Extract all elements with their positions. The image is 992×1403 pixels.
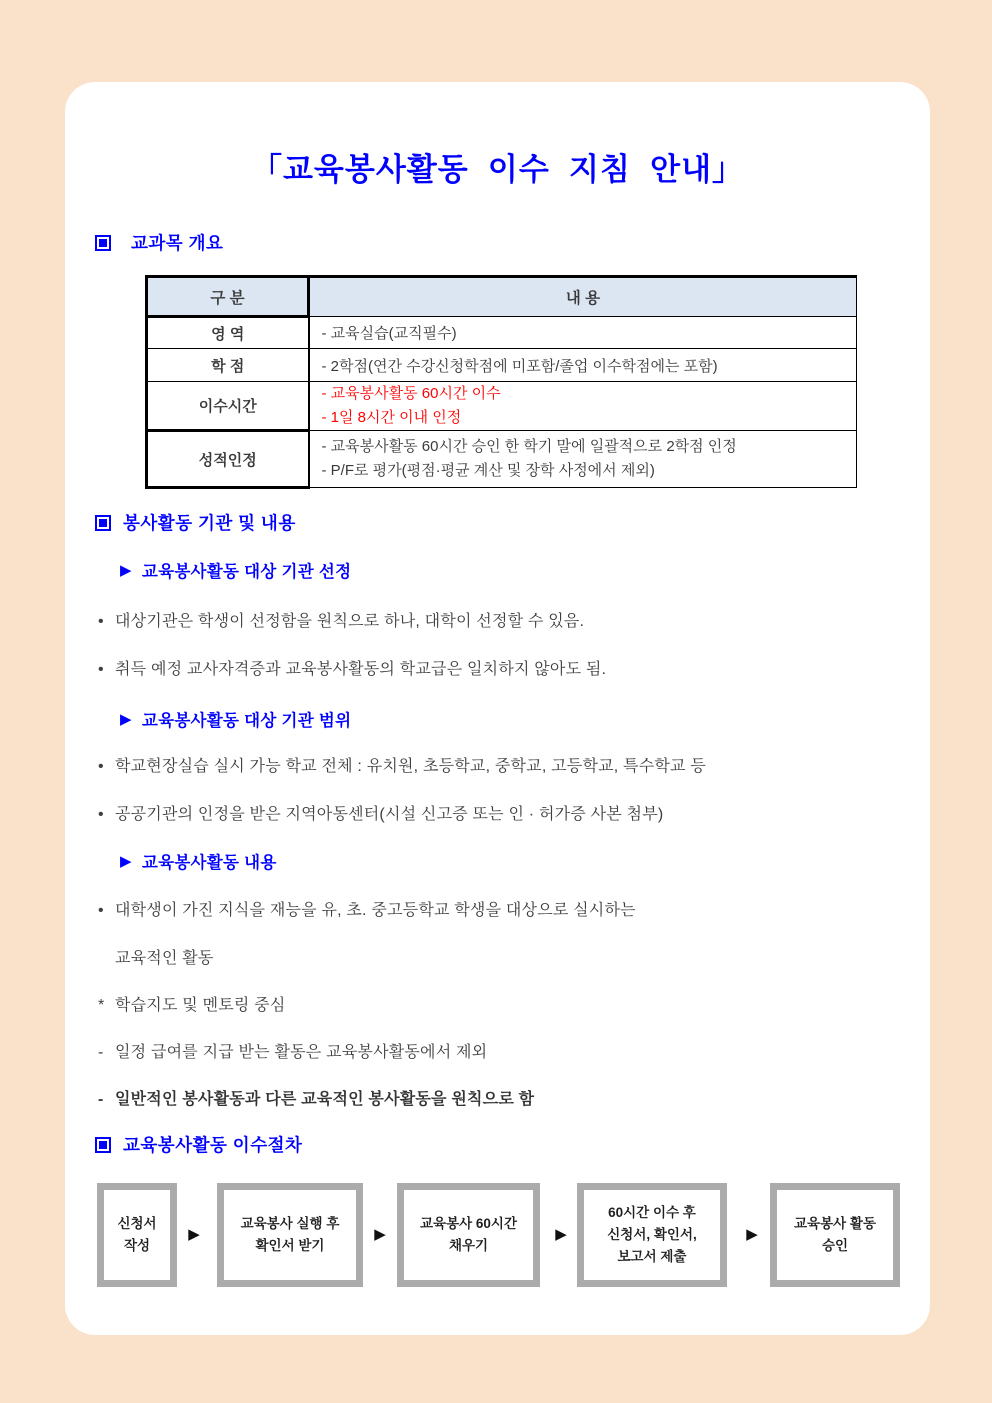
section-heading-overview	[95, 230, 223, 255]
row-value	[309, 382, 857, 431]
flow-step-line: 작성	[123, 1238, 151, 1253]
course-overview-table	[145, 275, 857, 489]
row-label: 영 역	[147, 317, 309, 349]
row-value: - 교육실습(교직필수)	[309, 317, 857, 349]
note-text: 학습지도 및 멘토링 중심	[115, 997, 286, 1014]
bullet-text: 학교현장실습 실시 가능 학교 전체 : 유치원, 초등학교, 중학교, 고등학교, 특수학교 등	[115, 758, 706, 775]
row-value-line: - 교육봉사활동 60시간 승인 한 학기 말에 일괄적으로 2학점 인정	[321, 438, 737, 455]
subheading-institution-scope	[120, 707, 351, 731]
note-item-emphasized	[98, 1086, 534, 1109]
bullet-item	[98, 897, 636, 920]
bullet-text: 대학생이 가진 지식을 재능을 유, 초. 중고등학교 학생을 대상으로 실시하는	[115, 902, 636, 919]
row-label: 학 점	[147, 349, 309, 382]
flow-step-line: 교육봉사 활동	[794, 1215, 876, 1231]
flow-step-application	[97, 1183, 177, 1287]
flow-arrow-icon: ▶	[374, 1226, 386, 1243]
bullet-item	[98, 656, 606, 679]
row-value: - 2학점(연간 수강신청학점에 미포함/졸업 이수학점에는 포함)	[309, 349, 857, 382]
subheading-activity-content	[120, 849, 277, 873]
flow-step-hours	[397, 1183, 540, 1287]
flow-step-line: 교육봉사 60시간	[419, 1215, 517, 1231]
section-heading-label: 교육봉사활동 이수절차	[123, 1135, 303, 1155]
note-text: 일정 급여를 지급 받는 활동은 교육봉사활동에서 제외	[115, 1044, 488, 1061]
flow-step-line: 채우기	[448, 1238, 489, 1253]
note-marker: -	[98, 1091, 104, 1108]
bullet-text: 공공기관의 인정을 받은 지역아동센터(시설 신고증 또는 인 · 허가증 사본 첨부)	[115, 806, 664, 823]
note-item	[98, 1039, 487, 1062]
table-row	[147, 349, 857, 382]
bullet-marker: •	[98, 806, 104, 823]
procedure-flowchart	[65, 1183, 930, 1287]
row-value-line: - 교육봉사활동 60시간 이수	[321, 385, 501, 402]
subheading-label: 교육봉사활동 대상 기관 선정	[141, 563, 352, 581]
flow-step-line: 신청서	[117, 1215, 157, 1231]
bullet-marker: •	[98, 613, 104, 630]
bullet-text: 교육적인 활동	[115, 950, 214, 967]
flow-step-line: 보고서 제출	[617, 1249, 687, 1265]
subheading-label: 교육봉사활동 내용	[141, 854, 277, 872]
flow-step-line: 교육봉사 실행 후	[240, 1215, 340, 1231]
row-label: 성적인정	[147, 431, 309, 488]
bullet-text: 대상기관은 학생이 선정함을 원칙으로 하나, 대학이 선정할 수 있음.	[115, 613, 585, 630]
row-value	[309, 431, 857, 488]
subheading-label: 교육봉사활동 대상 기관 범위	[141, 712, 352, 730]
flow-step-line: 60시간 이수 후	[608, 1204, 696, 1220]
flow-step-line: 신청서, 확인서,	[607, 1226, 697, 1242]
row-label: 이수시간	[147, 382, 309, 431]
section-heading-procedure	[95, 1132, 302, 1157]
flow-arrow-icon: ▶	[746, 1226, 758, 1243]
table-header-row	[147, 277, 857, 317]
table-row	[147, 317, 857, 349]
bullet-marker: •	[98, 758, 104, 775]
note-marker: *	[98, 997, 105, 1014]
bullet-marker: •	[98, 661, 104, 678]
note-marker: -	[98, 1044, 104, 1061]
document-card	[65, 82, 930, 1335]
table-row	[147, 431, 857, 488]
section-square-icon	[95, 235, 111, 251]
flow-step-line: 확인서 받기	[255, 1238, 325, 1253]
flow-step-line: 승인	[821, 1238, 849, 1253]
table-header-content: 내 용	[309, 277, 857, 317]
flow-arrow-icon: ▶	[188, 1226, 200, 1243]
page-title: 「교육봉사활동 이수 지침 안내」	[250, 152, 745, 187]
note-text: 일반적인 봉사활동과 다른 교육적인 봉사활동을 원칙으로 함	[115, 1091, 535, 1108]
triangle-bullet-icon: ▶	[120, 853, 132, 870]
bullet-item	[98, 753, 706, 776]
row-value-line: - P/F로 평가(평점·평균 계산 및 장학 사정에서 제외)	[321, 462, 655, 479]
bullet-item	[98, 801, 663, 824]
flow-step-submission	[577, 1183, 727, 1287]
section-square-icon	[95, 515, 111, 531]
section-heading-label: 봉사활동 기관 및 내용	[123, 513, 296, 533]
section-square-icon	[95, 1137, 111, 1153]
row-value-line: - 1일 8시간 이내 인정	[321, 409, 462, 426]
flow-step-approval	[770, 1183, 900, 1287]
note-item	[98, 992, 286, 1015]
table-header-category: 구 분	[147, 277, 309, 317]
flow-step-confirmation	[217, 1183, 363, 1287]
flow-arrow-icon: ▶	[555, 1226, 567, 1243]
section-heading-organizations	[95, 510, 296, 535]
bullet-marker: •	[98, 902, 104, 919]
triangle-bullet-icon: ▶	[120, 711, 132, 728]
triangle-bullet-icon: ▶	[120, 562, 132, 579]
bullet-item	[98, 608, 584, 631]
section-heading-label: 교과목 개요	[131, 233, 224, 253]
bullet-text: 취득 예정 교사자격증과 교육봉사활동의 학교급은 일치하지 않아도 됨.	[115, 661, 607, 678]
table-row	[147, 382, 857, 431]
bullet-continuation	[115, 945, 214, 968]
subheading-institution-selection	[120, 558, 351, 582]
